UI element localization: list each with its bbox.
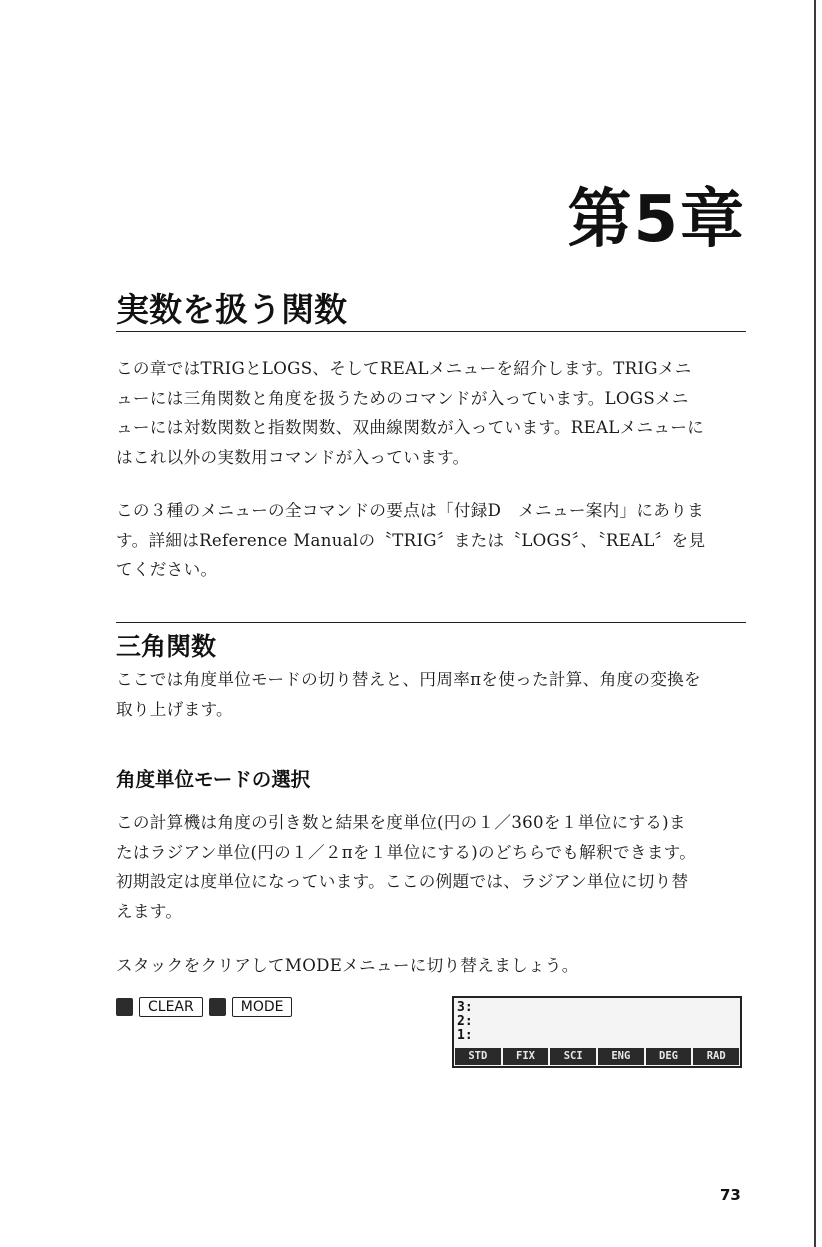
calculator-display	[452, 996, 742, 1068]
chapter-title-rule	[116, 331, 746, 332]
stack-level-1: 1:	[457, 1028, 473, 1043]
softkey-eng: ENG	[598, 1048, 644, 1065]
softkey-rad: RAD	[693, 1048, 739, 1065]
page-number: 73	[720, 1186, 741, 1204]
intro-paragraph-1: この章ではTRIGとLOGS、そしてREALメニューを紹介します。TRIGメニ ューには三角関数と角度を扱うためのコマンドが入っています。LOGSメニ ューには対数関数と指数関数、双曲線関数が入っています。REALメニューに はこれ以外の実数用コマンドが入っています。	[116, 359, 705, 467]
subsection-title-angle-mode: 角度単位モードの選択	[116, 768, 311, 791]
clear-key: CLEAR	[139, 997, 203, 1017]
subsection-angle-paragraph-2: スタックをクリアしてMODEメニューに切り替えましょう。	[116, 956, 579, 975]
shift-key-icon	[209, 998, 226, 1016]
stack-level-3: 3:	[457, 1000, 473, 1015]
keystroke-sequence	[116, 996, 292, 1018]
softkey-menu	[455, 1048, 739, 1065]
shift-key-icon	[116, 998, 133, 1016]
intro-paragraph-2: この３種のメニューの全コマンドの要点は「付録D メニュー案内」にありま す。詳細はReference Manualの〝TRIG〞または〝LOGS〞、〝REAL〞を見 てください。	[116, 501, 706, 579]
page-edge-line	[814, 0, 816, 1247]
softkey-fix: FIX	[503, 1048, 549, 1065]
chapter-label: 第5章	[567, 183, 746, 257]
subsection-angle-paragraph-1: この計算機は角度の引き数と結果を度単位(円の１／360を１単位にする)ま たはラジアン単位(円の１／２πを１単位にする)のどちらでも解釈できます。 初期設定は度単位になっています。ここの例題では、ラジアン単位に切り替 えます。	[116, 813, 697, 921]
stack-level-2: 2:	[457, 1014, 473, 1029]
chapter-title: 実数を扱う関数	[116, 290, 347, 329]
mode-key: MODE	[232, 997, 293, 1017]
section-title-trig: 三角関数	[116, 632, 217, 661]
section-rule	[116, 622, 746, 623]
softkey-std: STD	[455, 1048, 501, 1065]
softkey-sci: SCI	[550, 1048, 596, 1065]
softkey-deg: DEG	[646, 1048, 692, 1065]
section-trig-paragraph: ここでは角度単位モードの切り替えと、円周率πを使った計算、角度の変換を 取り上げます。	[116, 670, 701, 719]
